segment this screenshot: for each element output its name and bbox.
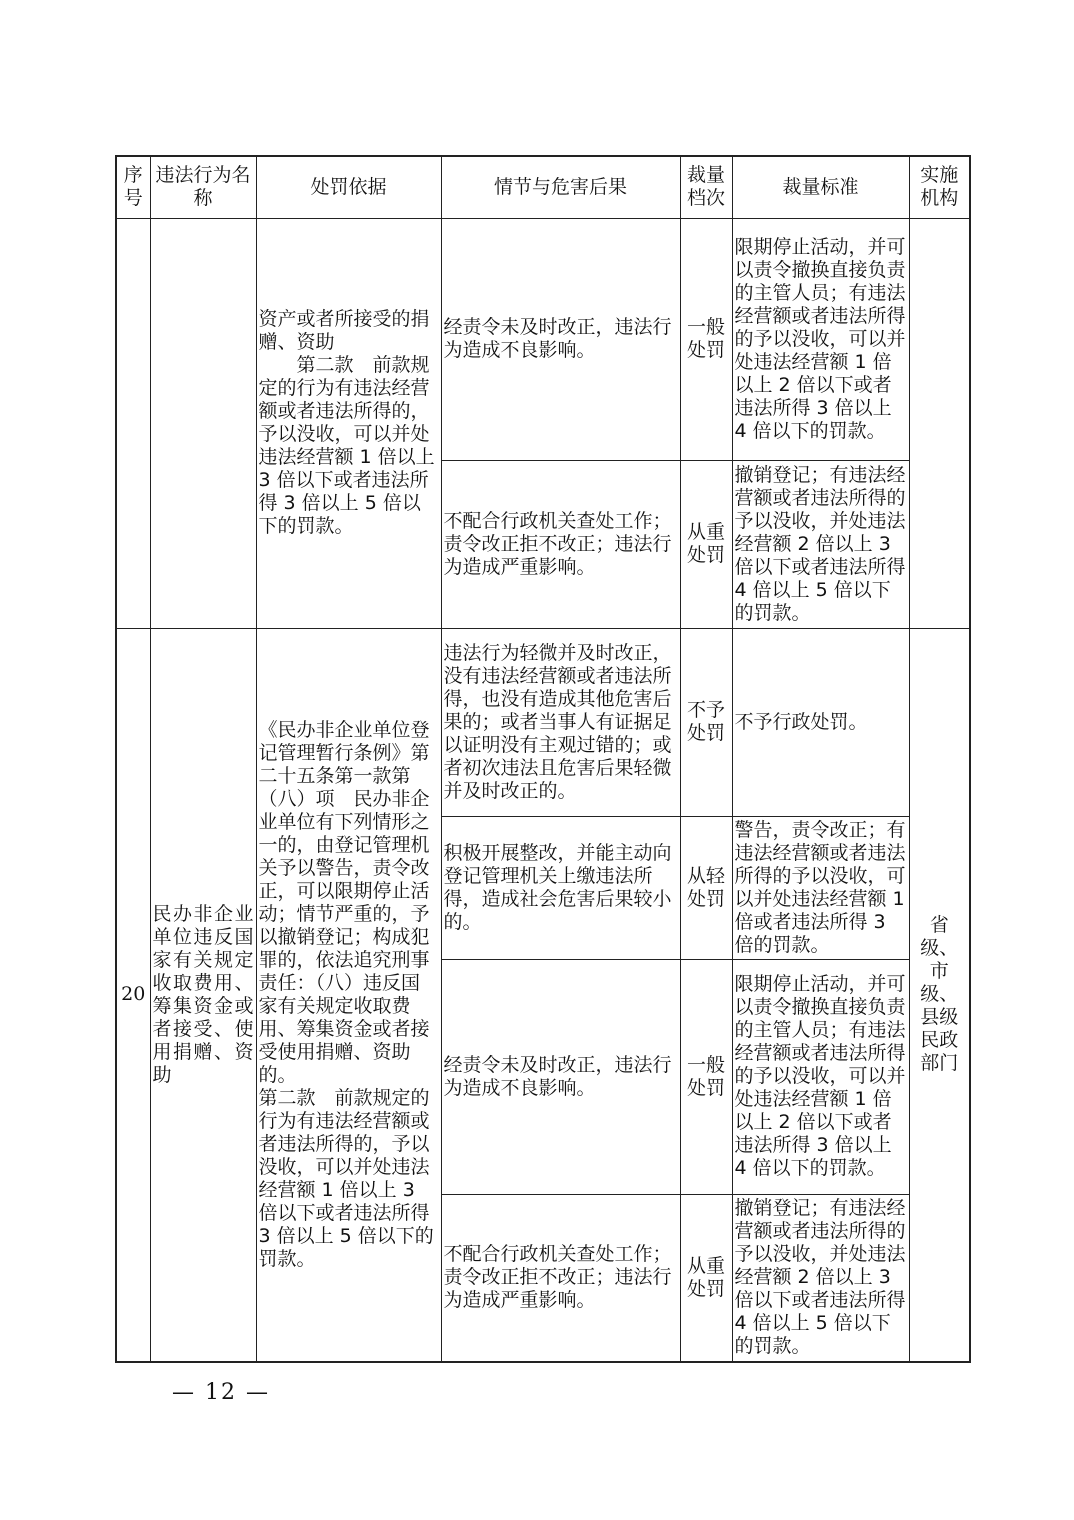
level-cell: 从轻处罚 — [680, 816, 732, 959]
level-cell: 不予处罚 — [680, 628, 732, 816]
item-number-cell: 20 — [116, 628, 150, 1362]
table-row — [116, 628, 970, 816]
page-number: — 12 — — [172, 1380, 270, 1405]
header-number: 序号 — [116, 156, 150, 218]
header-penalty-basis: 处罚依据 — [256, 156, 441, 218]
level-cell: 从重处罚 — [680, 460, 732, 628]
standard-cell: 撤销登记；有违法经营额或者违法所得的予以没收，并处违法经营额 2 倍以上 3 倍以下或者违法所得 4 倍以上 5 倍以下的罚款。 — [732, 1194, 909, 1362]
circumstance-cell: 不配合行政机关查处工作；责令改正拒不改正；违法行为造成严重影响。 — [441, 460, 680, 628]
table-row — [116, 218, 970, 460]
circumstance-cell: 积极开展整改，并能主动向登记管理机关上缴违法所得，造成社会危害后果较小的。 — [441, 816, 680, 959]
agency-cell: 省级、市级、县级民政部门 — [909, 628, 970, 1362]
circumstance-cell: 经责令未及时改正，违法行为造成不良影响。 — [441, 218, 680, 460]
continued-number-cell — [116, 218, 150, 628]
violation-name-cell: 民办非企业单位违反国家有关规定收取费用、筹集资金或者接受、使用捐赠、资助 — [150, 628, 256, 1362]
circumstance-cell: 违法行为轻微并及时改正，没有违法经营额或者违法所得，也没有造成其他危害后果的；或者当事人有证据足以证明没有主观过错的；或者初次违法且危害后果轻微并及时改正的。 — [441, 628, 680, 816]
circumstance-cell: 不配合行政机关查处工作；责令改正拒不改正；违法行为造成严重影响。 — [441, 1194, 680, 1362]
standard-cell: 限期停止活动，并可以责令撤换直接负责的主管人员；有违法经营额或者违法所得的予以没收，可以并处违法经营额 1 倍以上 2 倍以下或者违法所得 3 倍以上 4 倍以下的罚款。 — [732, 959, 909, 1194]
penalty-basis-cell: 《民办非企业单位登记管理暂行条例》第二十五条第一款第（八）项 民办非企业单位有下列情形之一的，由登记管理机关予以警告，责令改正，可以限期停止活动；情节严重的，予以撤销登记；构成犯罪的，依法追究刑事责任：（八）违反国家有关规定收取费用、筹集资金或者接受使用捐赠、资助的。 第二款 前款规定的行为有违法经营额或者违法所得的，予以没收，可以并处违法经营额 1 倍以上 3 倍以下或者违法所得 3 倍以上 5 倍以下的罚款。 — [256, 628, 441, 1362]
standard-cell: 警告，责令改正；有违法经营额或者违法所得的予以没收，可以并处违法经营额 1 倍或者违法所得 3 倍的罚款。 — [732, 816, 909, 959]
header-discretion-level: 裁量档次 — [680, 156, 732, 218]
continued-name-cell — [150, 218, 256, 628]
penalty-discretion-table — [115, 155, 971, 1363]
standard-cell: 不予行政处罚。 — [732, 628, 909, 816]
header-row — [116, 156, 970, 218]
level-cell: 从重处罚 — [680, 1194, 732, 1362]
header-discretion-standard: 裁量标准 — [732, 156, 909, 218]
standard-cell: 撤销登记；有违法经营额或者违法所得的予以没收，并处违法经营额 2 倍以上 3 倍以下或者违法所得 4 倍以上 5 倍以下的罚款。 — [732, 460, 909, 628]
header-circumstance: 情节与危害后果 — [441, 156, 680, 218]
level-cell: 一般处罚 — [680, 959, 732, 1194]
standard-cell: 限期停止活动，并可以责令撤换直接负责的主管人员；有违法经营额或者违法所得的予以没收，可以并处违法经营额 1 倍以上 2 倍以下或者违法所得 3 倍以上 4 倍以下的罚款。 — [732, 218, 909, 460]
level-cell: 一般处罚 — [680, 218, 732, 460]
header-violation-name: 违法行为名称 — [150, 156, 256, 218]
continued-agency-cell — [909, 218, 970, 628]
circumstance-cell: 经责令未及时改正，违法行为造成不良影响。 — [441, 959, 680, 1194]
continued-basis-cell: 资产或者所接受的捐赠、资助 第二款 前款规定的行为有违法经营额或者违法所得的，予以没收，可以并处违法经营额 1 倍以上 3 倍以下或者违法所得 3 倍以上 5 倍以下的罚款。 — [256, 218, 441, 628]
header-agency: 实施机构 — [909, 156, 970, 218]
